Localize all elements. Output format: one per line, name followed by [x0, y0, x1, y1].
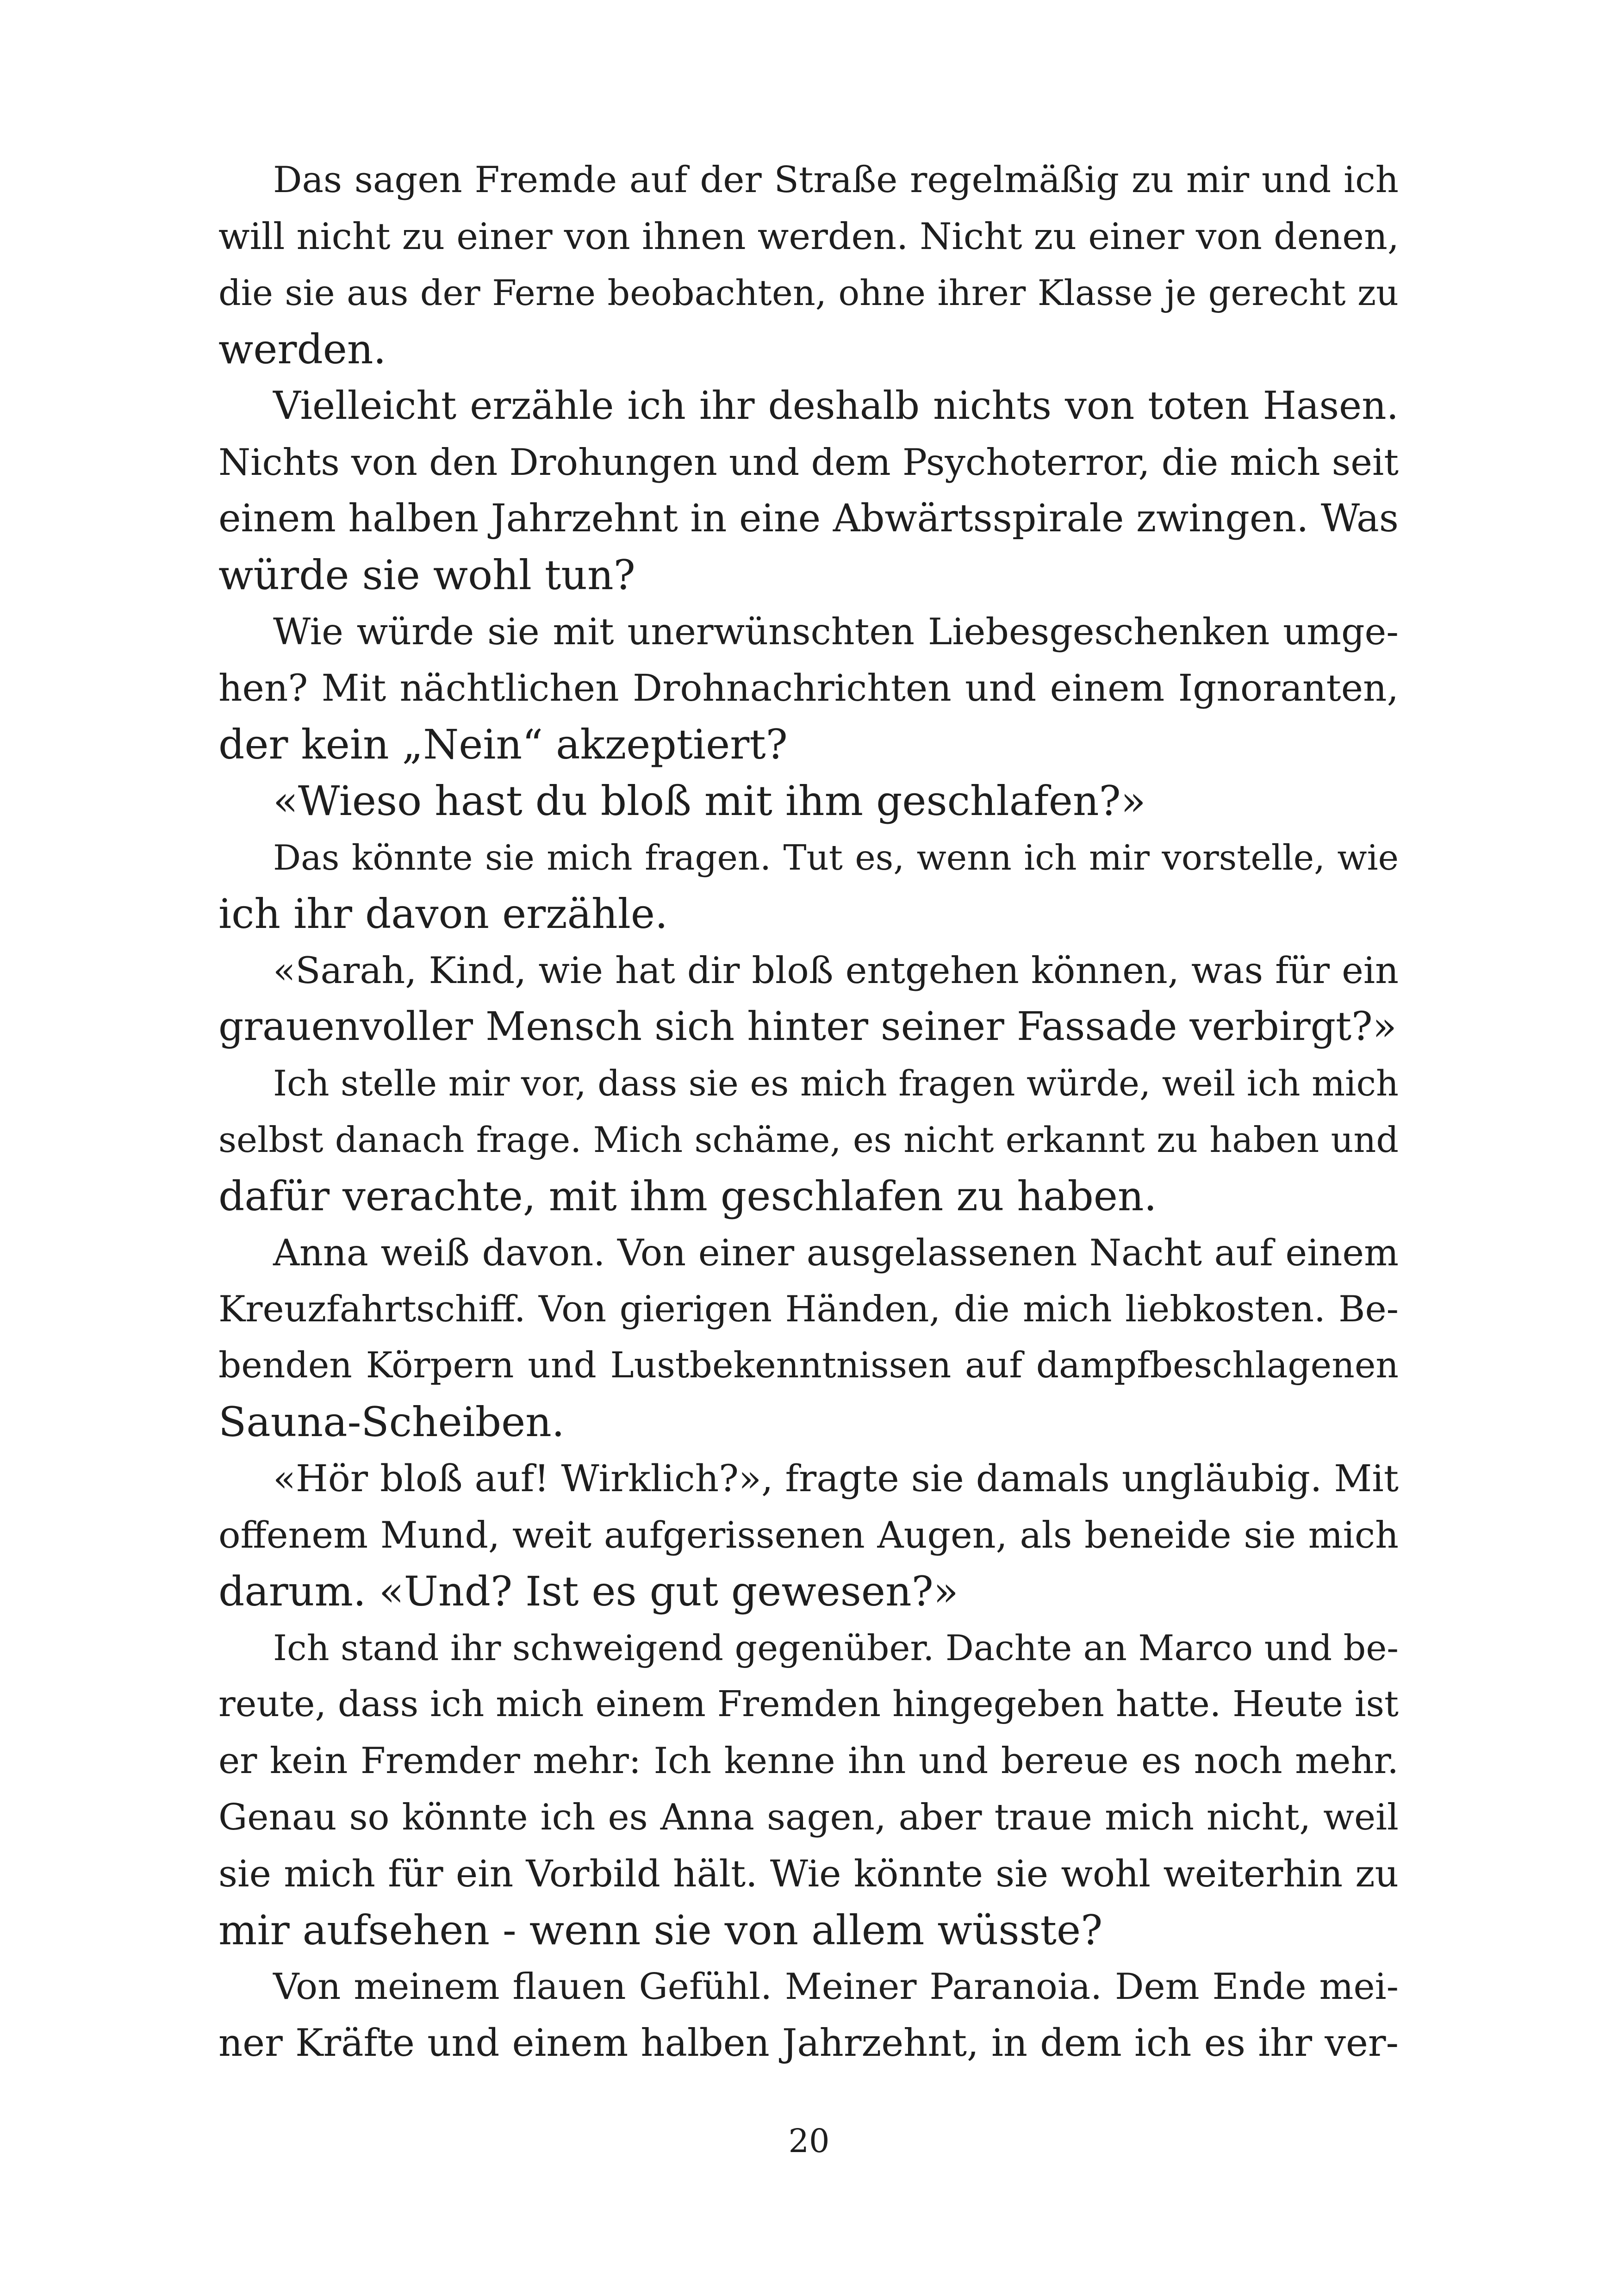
text-line: ner Kräfte und einem halben Jahrzehnt, in dem ich es ihr ver-: [218, 2022, 1399, 2065]
text-line: Vielleicht erzähle ich ihr deshalb nichts von toten Hasen.: [273, 383, 1399, 428]
text-line: reute, dass ich mich einem Fremden hingegeben hatte. Heute ist: [218, 1684, 1399, 1725]
text-line: einem halben Jahrzehnt in eine Abwärtsspirale zwingen. Was: [218, 497, 1399, 541]
text-line: Nichts von den Drohungen und dem Psychoterror, die mich seit: [218, 441, 1399, 484]
text-line: der kein „Nein“ akzeptiert?: [218, 721, 788, 768]
text-line: Das könnte sie mich fragen. Tut es, wenn ich mir vorstelle, wie: [273, 837, 1399, 878]
text-line: mir aufsehen - wenn sie von allem wüsste?: [218, 1906, 1103, 1954]
text-line: «Hör bloß auf! Wirklich?», fragte sie damals ungläubig. Mit: [273, 1457, 1399, 1500]
text-line: die sie aus der Ferne beobachten, ohne ihrer Klasse je gerecht zu: [218, 272, 1399, 313]
text-line: Das sagen Fremde auf der Straße regelmäßig zu mir und ich: [273, 159, 1399, 201]
text-line: Kreuzfahrtschiff. Von gierigen Händen, die mich liebkosten. Be-: [218, 1288, 1399, 1330]
text-line: selbst danach frage. Mich schäme, es nicht erkannt zu haben und: [218, 1119, 1399, 1160]
text-line: «Sarah, Kind, wie hat dir bloß entgehen können, was für ein: [273, 949, 1399, 992]
text-line: offenem Mund, weit aufgerissenen Augen, als beneide sie mich: [218, 1514, 1399, 1556]
text-line: Sauna-Scheiben.: [218, 1398, 565, 1446]
text-line: «Wieso hast du bloß mit ihm geschlafen?»: [273, 777, 1146, 825]
text-line: grauenvoller Mensch sich hinter seiner Fassade verbirgt?»: [218, 1004, 1397, 1050]
text-line: Ich stelle mir vor, dass sie es mich fragen würde, weil ich mich: [273, 1063, 1399, 1104]
body-text: [218, 152, 1399, 2072]
page-number: 20: [788, 2122, 830, 2160]
text-line: will nicht zu einer von ihnen werden. Nicht zu einer von denen,: [218, 215, 1399, 258]
text-line: benden Körpern und Lustbekenntnissen auf dampfbeschlagenen: [218, 1345, 1399, 1386]
text-line: dafür verachte, mit ihm geschlafen zu haben.: [218, 1172, 1157, 1220]
text-line: hen? Mit nächtlichen Drohnachrichten und einem Ignoranten,: [218, 666, 1399, 709]
text-line: Von meinem flauen Gefühl. Meiner Paranoia. Dem Ende mei-: [273, 1966, 1399, 2008]
text-line: Genau so könnte ich es Anna sagen, aber traue mich nicht, weil: [218, 1797, 1399, 1838]
text-line: sie mich für ein Vorbild hält. Wie könnte sie wohl weiterhin zu: [218, 1852, 1399, 1895]
text-line: werden.: [218, 325, 386, 373]
text-line: würde sie wohl tun?: [218, 551, 635, 599]
text-line: Anna weiß davon. Von einer ausgelassenen Nacht auf einem: [273, 1232, 1399, 1274]
text-line: Ich stand ihr schweigend gegenüber. Dachte an Marco und be-: [273, 1627, 1399, 1668]
text-line: ich ihr davon erzähle.: [218, 890, 668, 938]
text-line: Wie würde sie mit unerwünschten Liebesgeschenken umge-: [273, 610, 1399, 653]
text-line: darum. «Und? Ist es gut gewesen?»: [218, 1568, 958, 1615]
text-line: er kein Fremder mehr: Ich kenne ihn und bereue es noch mehr.: [218, 1740, 1399, 1782]
